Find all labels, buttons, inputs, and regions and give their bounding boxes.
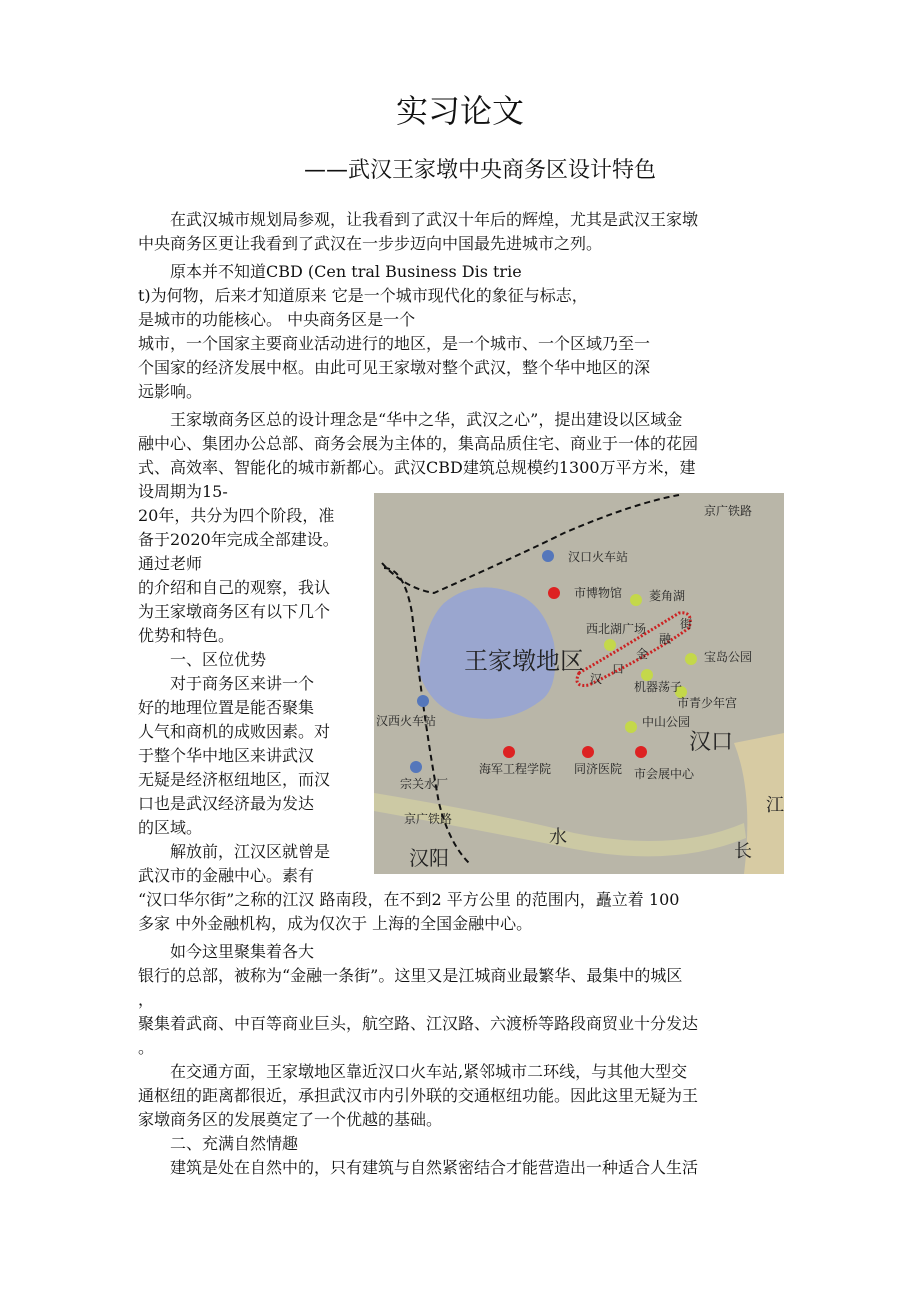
text-line: 中央商务区更让我看到了武汉在一步步迈向中国最先进城市之列。	[138, 234, 603, 253]
map-label-expo: 市会展中心	[634, 767, 695, 781]
text-line: 的介绍和自己的观察，我认	[138, 578, 331, 597]
text-line: 武汉市的金融中心。素有	[138, 866, 315, 885]
map-label-rail-n: 京广铁路	[704, 504, 753, 518]
map-label-fin4: 融	[659, 632, 672, 646]
text-line: 人气和商机的成败因素。对	[138, 722, 331, 741]
map-location-marker	[582, 746, 594, 758]
document-title: 实习论文	[395, 92, 524, 130]
text-line: 个国家的经济发展中枢。由此可见王家墩对整个武汉，整个华中地区的深	[138, 358, 651, 377]
map-label-baodao: 宝岛公园	[704, 650, 753, 664]
text-line: 城市，一个国家主要商业活动进行的地区，是一个城市、一个区域乃至一	[138, 334, 651, 353]
map-label-chang: 长	[734, 841, 752, 862]
text-line: 建筑是处在自然中的，只有建筑与自然紧密结合才能营造出一种适合人生活	[138, 1158, 699, 1177]
map-location-marker	[548, 587, 560, 599]
text-line: 在交通方面，王家墩地区靠近汉口火车站,紧邻城市二环线，与其他大型交	[138, 1062, 688, 1081]
map-label-fin2: 口	[612, 662, 625, 676]
map-label-tongji: 同济医院	[574, 762, 623, 776]
map-location-marker	[604, 639, 616, 651]
text-line: 如今这里聚集着各大	[138, 942, 315, 961]
map-label-museum: 市博物馆	[574, 586, 623, 600]
text-line: 融中心、集团办公总部、商务会展为主体的，集高品质住宅、商业于一体的花园	[138, 434, 699, 453]
map-location-marker	[417, 695, 429, 707]
text-line: 的区域。	[138, 818, 203, 837]
map-label-youth: 市青少年宫	[677, 696, 738, 710]
map-location-marker	[625, 721, 637, 733]
text-line: 多家 中外金融机构，成为仅次于 上海的全国金融中心。	[138, 914, 533, 933]
map-location-marker	[542, 550, 554, 562]
text-line: 优势和特色。	[138, 626, 235, 645]
text-line: 通枢纽的距离都很近，承担武汉市内引外联的交通枢纽功能。因此这里无疑为王	[138, 1086, 699, 1105]
text-line: “汉口华尔街”之称的江汉 路南段，在不到2 平方公里 的范围内，矗立着 100	[138, 890, 680, 909]
text-line: 远影响。	[138, 382, 203, 401]
text-line: 口也是武汉经济最为发达	[138, 794, 315, 813]
map-label-xibeihu: 西北湖广场	[586, 622, 647, 636]
text-line: 一、区位优势	[138, 650, 267, 669]
document-subtitle: ——武汉王家墩中央商务区设计特色	[303, 158, 656, 183]
map-location-marker	[635, 746, 647, 758]
map-location-marker	[630, 594, 642, 606]
text-line: 二、充满自然情趣	[138, 1134, 299, 1153]
map-label-shui: 水	[549, 827, 567, 848]
text-line: 聚集着武商、中百等商业巨头，航空路、江汉路、六渡桥等路段商贸业十分发达	[138, 1014, 699, 1033]
map-label-fin3: 金	[636, 647, 649, 661]
map-label-fin1: 汉	[590, 672, 603, 686]
text-line: 无疑是经济枢纽地区，而汉	[138, 770, 331, 789]
text-line: 解放前，江汉区就曾是	[138, 842, 331, 861]
text-line: 银行的总部，被称为“金融一条街”。这里又是江城商业最繁华、最集中的城区	[138, 966, 683, 985]
text-line: 式、高效率、智能化的城市新都心。武汉CBD建筑总规模约1300万平方米，建	[138, 458, 696, 477]
map-label-hankou: 汉口	[689, 730, 734, 755]
map-label-navy: 海军工程学院	[479, 762, 552, 776]
map-label-hk-station: 汉口火车站	[568, 550, 629, 564]
map-location-marker	[410, 761, 422, 773]
map-label-zhongshan: 中山公园	[642, 715, 691, 729]
map-label-hanyang: 汉阳	[409, 846, 449, 870]
map-label-jiqi: 机器荡子	[634, 680, 683, 694]
text-line: 家墩商务区的发展奠定了一个优越的基础。	[138, 1110, 443, 1129]
map-label-fin5: 街	[680, 617, 693, 631]
text-line: 好的地理位置是能否聚集	[138, 698, 315, 717]
map-label-wjd: 王家墩地区	[464, 647, 584, 675]
text-line: 设周期为15-	[138, 482, 228, 501]
map-location-marker	[685, 653, 697, 665]
text-line: 在武汉城市规划局参观，让我看到了武汉十年后的辉煌，尤其是武汉王家墩	[138, 210, 699, 229]
text-line: 备于2020年完成全部建设。	[138, 530, 339, 549]
map-label-hx-station: 汉西火车站	[376, 714, 437, 728]
text-line: 于整个华中地区来讲武汉	[138, 746, 315, 765]
wangjiadun-map-figure	[374, 493, 784, 874]
text-line: 原本并不知道CBD (Cen tral Business Dis trie	[138, 262, 522, 281]
text-line: 为王家墩商务区有以下几个	[138, 602, 331, 621]
map-label-zongguan: 宗关水厂	[400, 777, 449, 791]
text-line: t)为何物，后来才知道原来 它是一个城市现代化的象征与标志，	[138, 286, 588, 305]
text-line: 通过老师	[138, 554, 203, 573]
text-line: 对于商务区来讲一个	[138, 674, 315, 693]
map-location-marker	[503, 746, 515, 758]
text-line: 20年，共分为四个阶段，准	[138, 506, 335, 525]
text-line: ，	[138, 990, 155, 1009]
map-label-jiang: 江	[766, 795, 784, 816]
text-line: 是城市的功能核心。 中央商务区是一个	[138, 310, 416, 329]
map-label-rail-s: 京广铁路	[404, 812, 453, 826]
map-label-lingjiao: 菱角湖	[649, 589, 686, 603]
text-line: 王家墩商务区总的设计理念是“华中之华，武汉之心”，提出建设以区域金	[138, 410, 683, 429]
text-line: 。	[138, 1038, 155, 1057]
